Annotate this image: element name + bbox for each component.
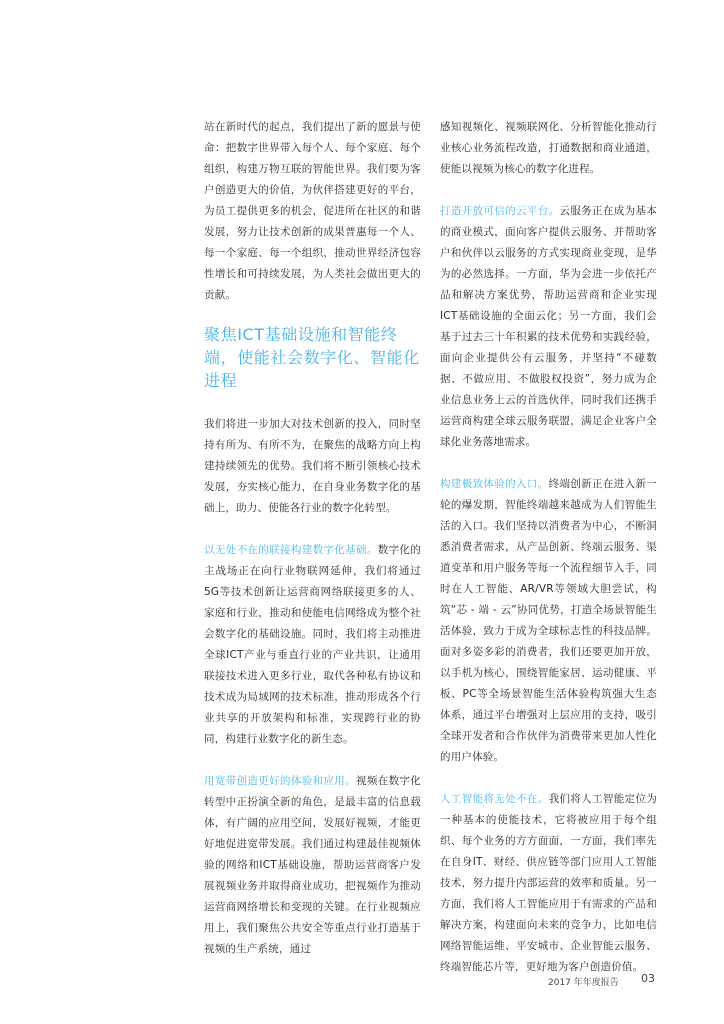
ai-paragraph [440, 789, 657, 978]
connectivity-lead: 以无处不在的联接构建数字化基础。 [204, 544, 378, 556]
connectivity-body: 数字化的主战场正在向行业物联网延伸，我们将通过5G等技术创新让运营商网络联接更多的人、家庭和行业，推动和使能电信网络成为整个社会数字化的基础设施。同时，我们将主动推进全球ICT产业与垂直行业的产业共识，让通用联接技术进入更多行业，取代各种私有协议和技术成为局域网的技术标准，推动形成各个行业共享的开放架构和标准，实现跨行业的协同，构建行业数字化的新生态。 [204, 544, 421, 745]
video-continuation-paragraph: 感知视频化、视频联网化、分析智能化推动行业核心业务流程改造，打通数据和商业通道，使能以视频为核心的数字化进程。 [440, 121, 657, 175]
spacer [204, 519, 421, 540]
broadband-lead: 用宽带创造更好的体验和应用。 [204, 775, 356, 787]
section-heading: 聚焦ICT基础设施和智能终端，使能社会数字化、智能化进程 [204, 325, 420, 390]
strategy-paragraph: 我们将进一步加大对技术创新的投入，同时坚持有所为、有所不为，在聚焦的战略方向上构建持续领先的优势。我们将不断引领核心技术发展，夯实核心能力，在自身业务数字化的基础上，助力、使能各行业的数字化转型。 [204, 418, 421, 514]
intro-paragraph: 站在新时代的起点，我们提出了新的愿景与使命：把数字世界带入每个人、每个家庭、每个组织，构建万物互联的智能世界。我们要为客户创造更大的价值，为伙伴搭建更好的平台，为员工提供更多的机会，促进所在社区的和谐发展，努力让技术创新的成果普惠每一个人、每一个家庭、每一个组织，推动世界经济包容性增长和可持续发展，为人类社会做出更大的贡献。 [204, 121, 421, 301]
device-paragraph [440, 474, 657, 768]
broadband-body: 视频在数字化转型中正扮演全新的角色，是最丰富的信息载体，有广阔的应用空间，发展好视频，才能更好地促进宽带发展。我们通过构建最佳视频体验的网络和ICT基础设施，帮助运营商客户发展视频业务并取得商业成功，把视频作为推动运营商网络增长和变现的关键。在行业视频应用上，我们聚焦公共安全等重点行业打造基于视频的生产系统，通过 [204, 775, 421, 955]
report-label: 2017 年年度报告 [548, 978, 619, 988]
device-body: 终端创新正在进入新一轮的爆发期，智能终端越来越成为人们智能生活的入口。我们坚持以消费者为中心，不断洞悉消费者需求，从产品创新、终端云服务、渠道变革和用户服务等每一个流程细节入手，同时在人工智能、AR/VR等领域大胆尝试，构筑“芯 - 端 - 云”协同优势，打造全场景智能生活体验，致力于成为全球标志性的科技品牌。面对多姿多彩的消费者，我们还要更加开放，以手机为核心，围绕智能家居、运动健康、平板、PC等全场景智能生活体验构筑强大生态体系，通过平台增强对上层应用的支持，吸引全球开发者和合作伙伴为消费带来更加人性化的用户体验。 [440, 478, 658, 763]
right-column [440, 117, 657, 978]
cloud-body: 云服务正在成为基本的商业模式，面向客户提供云服务、并帮助客户和伙伴以云服务的方式实现商业变现，是华为的必然选择。一方面，华为会进一步依托产品和解决方案优势，帮助运营商和企业实现ICT基础设施的全面云化；另一方面，我们会基于过去三十年积累的技术优势和实践经验，面向企业提供公有云服务，并坚持“不碰数据、不做应用、不做股权投资”，努力成为企业信息业务上云的首选伙伴，同时我们还携手运营商构建全球云服务联盟，满足企业客户全球化业务落地需求。 [440, 205, 657, 448]
cloud-lead: 打造开放可信的云平台。 [440, 205, 560, 217]
connectivity-paragraph [204, 540, 421, 750]
ai-lead: 人工智能将无处不在。 [440, 793, 549, 805]
left-column [204, 117, 421, 960]
spacer [440, 768, 657, 789]
cloud-paragraph [440, 201, 657, 453]
spacer [440, 453, 657, 474]
device-lead: 构建极致体验的入口。 [440, 478, 549, 490]
broadband-paragraph [204, 771, 421, 960]
spacer [204, 750, 421, 771]
spacer [440, 180, 657, 201]
page-number: 03 [641, 972, 655, 985]
ai-body: 我们将人工智能定位为一种基本的使能技术，它将被应用于每个组织、每个业务的方方面面，一方面，我们率先在自身IT、财经、供应链等部门应用人工智能技术，努力提升内部运营的效率和质量。另一方面，我们将人工智能应用于有需求的产品和解决方案，构建面向未来的竞争力，比如电信网络智能运维、平安城市、企业智能云服务、终端智能芯片等，更好地为客户创造价值。 [440, 793, 658, 973]
